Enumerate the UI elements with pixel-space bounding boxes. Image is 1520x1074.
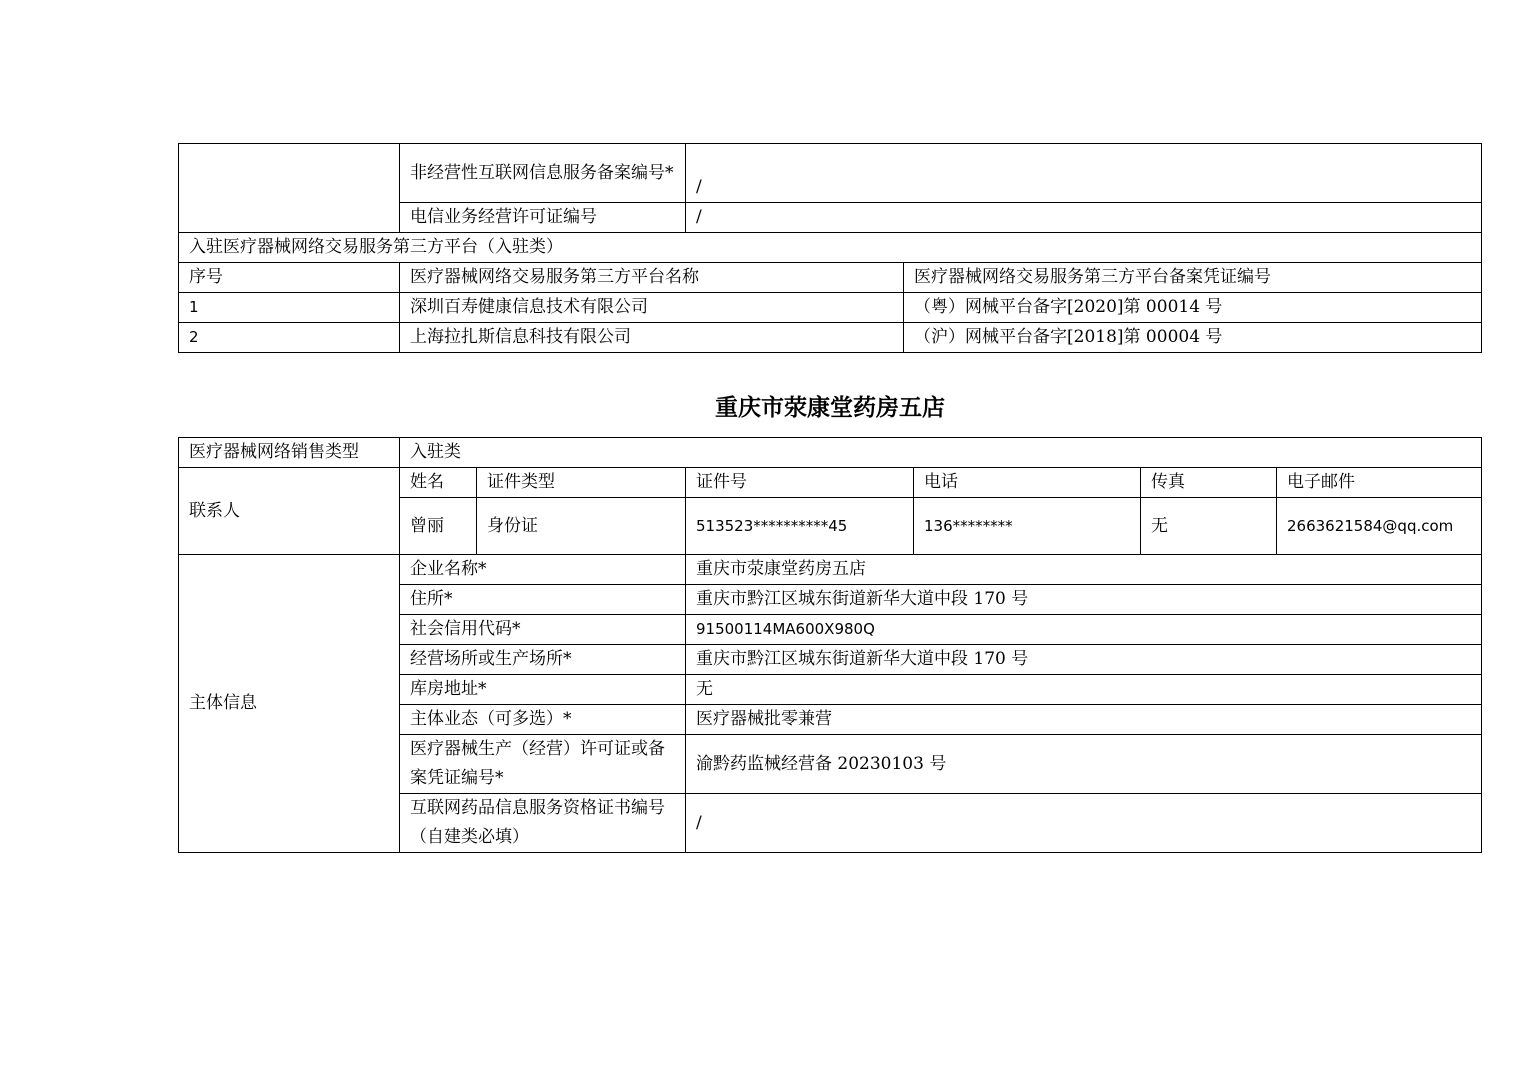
store-info-table bbox=[178, 437, 1482, 853]
header-email: 电子邮件 bbox=[1277, 468, 1482, 498]
header-platform-cert: 医疗器械网络交易服务第三方平台备案凭证编号 bbox=[904, 263, 1482, 293]
entity-field-label: 社会信用代码* bbox=[400, 615, 686, 645]
platform-seq: 1 bbox=[179, 293, 400, 323]
sales-type-value: 入驻类 bbox=[400, 438, 1482, 468]
entity-field-value: / bbox=[686, 794, 1482, 853]
entity-field-value: 重庆市黔江区城东街道新华大道中段 170 号 bbox=[686, 645, 1482, 675]
header-id-type: 证件类型 bbox=[477, 468, 686, 498]
table-row bbox=[179, 438, 1482, 468]
platform-section-title: 入驻医疗器械网络交易服务第三方平台（入驻类） bbox=[179, 233, 1482, 263]
header-id-number: 证件号 bbox=[686, 468, 914, 498]
table-row bbox=[179, 555, 1482, 585]
telecom-license-label: 电信业务经营许可证编号 bbox=[400, 203, 686, 233]
non-commercial-icp-value: / bbox=[686, 144, 1482, 203]
entity-field-value: 91500114MA600X980Q bbox=[686, 615, 1482, 645]
contact-phone: 136******** bbox=[914, 498, 1141, 555]
entity-field-value: 重庆市荥康堂药房五店 bbox=[686, 555, 1482, 585]
header-seq: 序号 bbox=[179, 263, 400, 293]
platform-cert: （粤）网械平台备字[2020]第 00014 号 bbox=[904, 293, 1482, 323]
entity-field-label: 库房地址* bbox=[400, 675, 686, 705]
entity-field-value: 重庆市黔江区城东街道新华大道中段 170 号 bbox=[686, 585, 1482, 615]
store-title: 重庆市荥康堂药房五店 bbox=[715, 394, 945, 421]
contact-fax: 无 bbox=[1141, 498, 1277, 555]
table-row bbox=[179, 323, 1482, 353]
contact-id-type: 身份证 bbox=[477, 498, 686, 555]
table-header-row bbox=[179, 263, 1482, 293]
sales-type-label: 医疗器械网络销售类型 bbox=[179, 438, 400, 468]
header-platform-name: 医疗器械网络交易服务第三方平台名称 bbox=[400, 263, 904, 293]
header-contact-name: 姓名 bbox=[400, 468, 477, 498]
telecom-license-value: / bbox=[686, 203, 1482, 233]
entity-field-value: 医疗器械批零兼营 bbox=[686, 705, 1482, 735]
entity-field-label: 医疗器械生产（经营）许可证或备案凭证编号* bbox=[400, 735, 686, 794]
entity-field-label: 主体业态（可多选）* bbox=[400, 705, 686, 735]
platform-seq: 2 bbox=[179, 323, 400, 353]
contact-header-row bbox=[179, 468, 1482, 498]
non-commercial-icp-label: 非经营性互联网信息服务备案编号* bbox=[400, 144, 686, 203]
entity-field-label: 经营场所或生产场所* bbox=[400, 645, 686, 675]
header-phone: 电话 bbox=[914, 468, 1141, 498]
entity-field-label: 住所* bbox=[400, 585, 686, 615]
platform-name: 上海拉扎斯信息科技有限公司 bbox=[400, 323, 904, 353]
contact-email: 2663621584@qq.com bbox=[1277, 498, 1482, 555]
table-row bbox=[179, 293, 1482, 323]
contact-id-number: 513523**********45 bbox=[686, 498, 914, 555]
platform-info-table bbox=[178, 143, 1482, 353]
platform-cert: （沪）网械平台备字[2018]第 00004 号 bbox=[904, 323, 1482, 353]
entity-field-value: 渝黔药监械经营备 20230103 号 bbox=[686, 735, 1482, 794]
entity-field-label: 互联网药品信息服务资格证书编号（自建类必填） bbox=[400, 794, 686, 853]
entity-field-value: 无 bbox=[686, 675, 1482, 705]
entity-field-label: 企业名称* bbox=[400, 555, 686, 585]
table-row bbox=[179, 233, 1482, 263]
header-fax: 传真 bbox=[1141, 468, 1277, 498]
table-row bbox=[179, 144, 1482, 203]
entity-label: 主体信息 bbox=[179, 555, 400, 853]
platform-name: 深圳百寿健康信息技术有限公司 bbox=[400, 293, 904, 323]
contact-name: 曾丽 bbox=[400, 498, 477, 555]
empty-label-cell bbox=[179, 144, 400, 233]
contact-label: 联系人 bbox=[179, 468, 400, 555]
